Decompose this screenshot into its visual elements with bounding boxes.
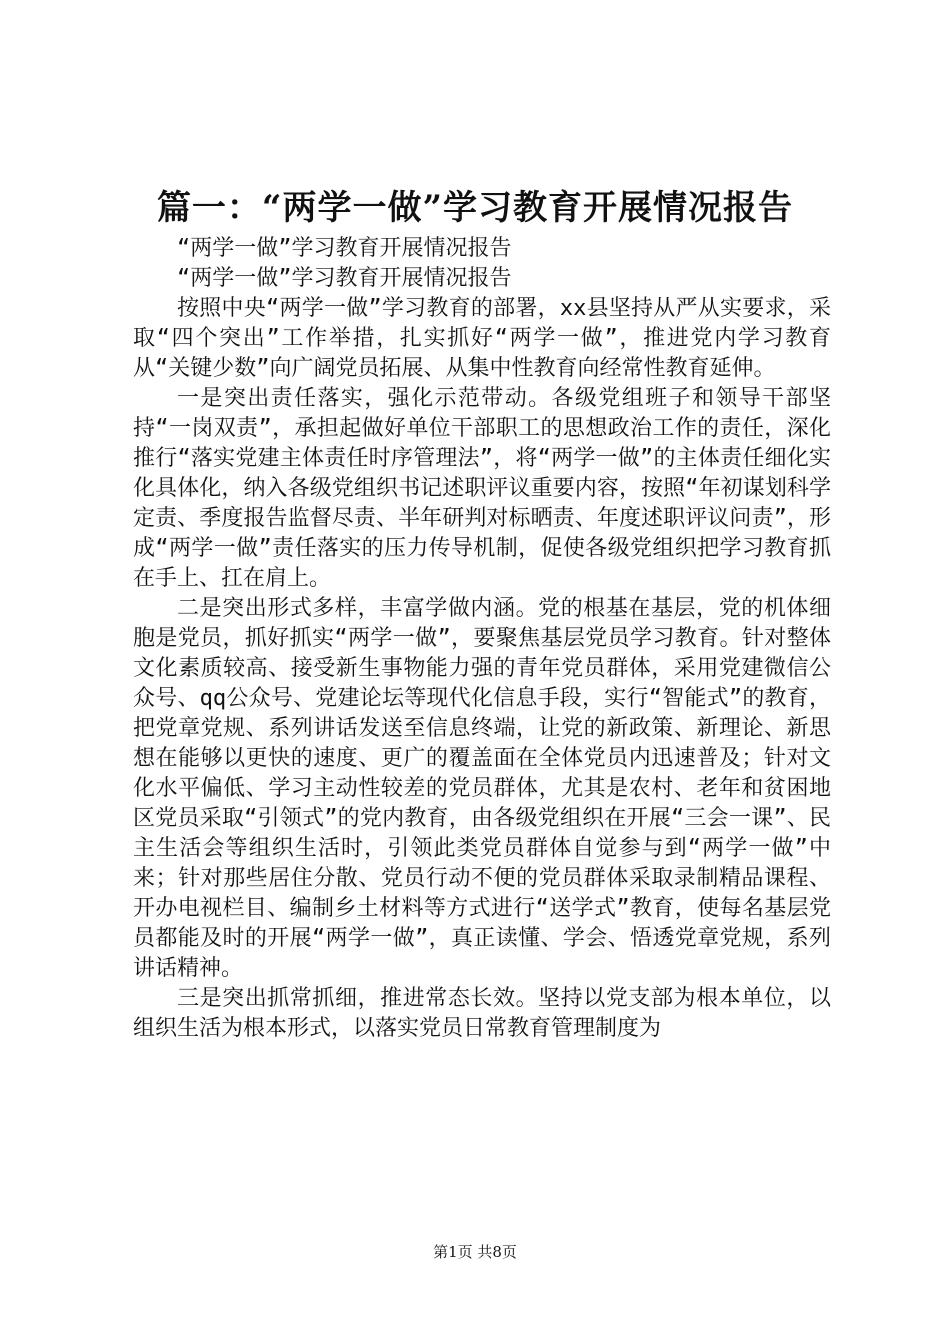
document-body [133,234,831,1044]
paragraph: 按照中央“两学一做”学习教育的部署，xx县坚持从严从实要求，采取“四个突出”工作举措，扎实抓好“两学一做”，推进党内学习教育从“关键少数”向广阔党员拓展、从集中性教育向经常性教育延伸。 [133,296,831,381]
paragraph: 三是突出抓常抓细，推进常态长效。坚持以党支部为根本单位，以组织生活为根本形式，以落实党员日常教育管理制度为 [133,986,831,1041]
page-number-footer: 第1页 共8页 [433,1243,517,1261]
paragraph: 一是突出责任落实，强化示范带动。各级党组班子和领导干部坚持“一岗双责”，承担起做好单位干部职工的思想政治工作的责任，深化推行“落实党建主体责任时序管理法”，将“两学一做”的主体责任细化实化具体化，纳入各级党组织书记述职评议重要内容，按照“年初谋划科学定责、季度报告监督尽责、半年研判对标晒责、年度述职评议问责”，形成“两学一做”责任落实的压力传导机制，促使各级党组织把学习教育抓在手上、扛在肩上。 [133,386,831,591]
subtitle-line: “两学一做”学习教育开展情况报告 [177,236,512,261]
subtitle-line: “两学一做”学习教育开展情况报告 [177,266,512,291]
paragraph: 二是突出形式多样，丰富学做内涵。党的根基在基层，党的机体细胞是党员，抓好抓实“两学一做”，要聚焦基层党员学习教育。针对整体文化素质较高、接受新生事物能力强的青年党员群体，采用党建微信公众号、qq公众号、党建论坛等现代化信息手段，实行“智能式”的教育，把党章党规、系列讲话发送至信息终端，让党的新政策、新理论、新思想在能够以更快的速度、更广的覆盖面在全体党员内迅速普及；针对文化水平偏低、学习主动性较差的党员群体，尤其是农村、老年和贫困地区党员采取“引领式”的党内教育，由各级党组织在开展“三会一课”、民主生活会等组织生活时，引领此类党员群体自觉参与到“两学一做”中来；针对那些居住分散、党员行动不便的党员群体采取录制精品课程、开办电视栏目、编制乡土材料等方式进行“送学式”教育，使每名基层党员都能及时的开展“两学一做”，真正读懂、学会、悟透党章党规，系列讲话精神。 [133,596,831,981]
document-title: 篇一：“两学一做”学习教育开展情况报告 [156,188,794,228]
